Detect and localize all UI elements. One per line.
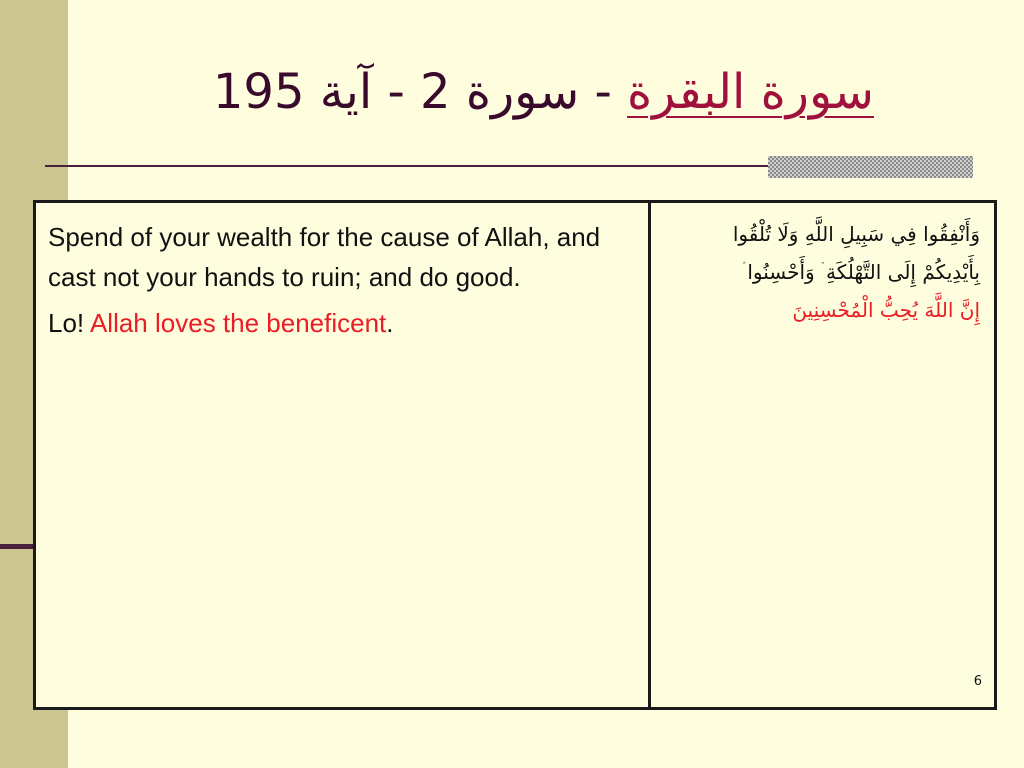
english-paragraph-1: Spend of your wealth for the cause of Allah, and cast not your hands to ruin; and do good. [48, 222, 601, 292]
arabic-line-2: بِأَيْدِيكُمْ إِلَى التَّهْلُكَةِ ۛ وَأَحْسِنُوا ۛ [742, 260, 980, 284]
slide-number: 6 [973, 674, 982, 689]
english-lo: Lo! [48, 308, 85, 338]
arabic-verse-cell [651, 203, 994, 707]
arabic-line-3: إِنَّ اللَّهَ يُحِبُّ الْمُحْسِنِينَ [792, 298, 980, 322]
slide-title [70, 52, 874, 132]
english-paragraph-2 [48, 303, 638, 343]
side-decoration-line [0, 544, 34, 549]
title-divider-pattern [768, 156, 973, 178]
english-highlight: Allah loves the beneficent [89, 308, 387, 338]
surah-link[interactable]: سورة البقرة [627, 64, 874, 120]
arabic-line-1: وَأَنْفِقُوا فِي سَبِيلِ اللَّهِ وَلَا تُلْقُوا [732, 222, 980, 246]
verse-table [33, 200, 997, 710]
title-divider [45, 165, 772, 167]
english-period: . [386, 308, 394, 338]
title-rest: - سورة 2 - آية 195 [212, 64, 628, 120]
english-translation-cell [36, 203, 651, 707]
